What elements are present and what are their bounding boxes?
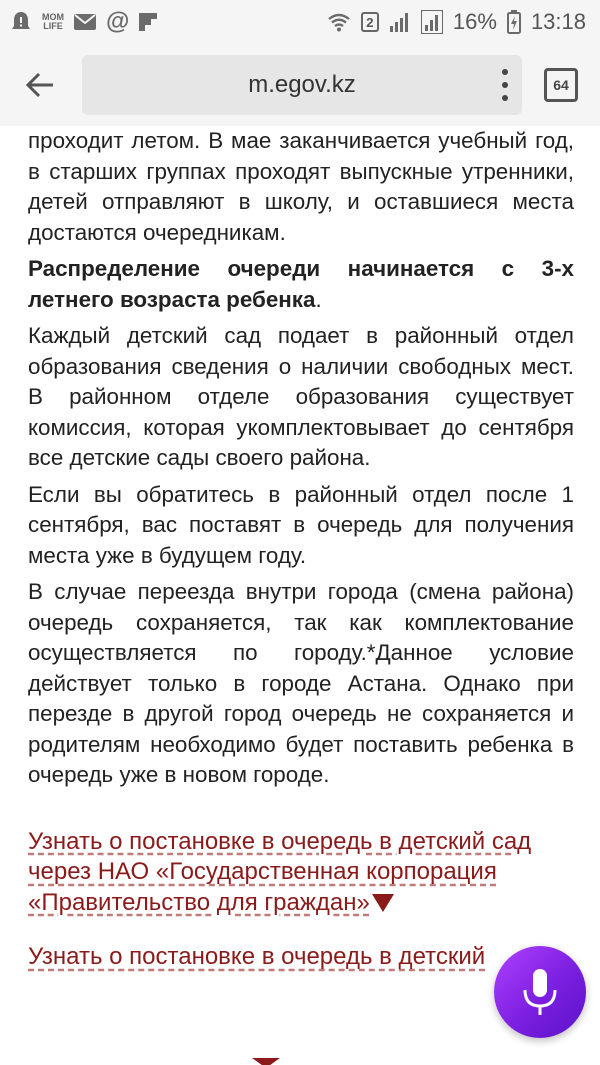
browser-toolbar	[0, 44, 600, 126]
article-content	[28, 126, 574, 976]
bold-tail: .	[315, 286, 322, 312]
paragraph: проходит летом. В мае заканчивается учебный год, в старших группах проходят выпускные утренники, детей отправляют в школу, и оставшиеся места достаются очередникам.	[28, 128, 574, 245]
signal-icon-sim2	[421, 10, 443, 34]
spacer	[28, 797, 574, 827]
alert-icon	[10, 10, 32, 34]
battery-charging-icon	[507, 10, 521, 34]
status-notifications	[10, 8, 157, 36]
clock: 13:18	[530, 9, 586, 34]
voice-search-button[interactable]	[494, 946, 586, 1038]
arrow-left-icon	[25, 72, 55, 98]
triangle-down-icon	[252, 1058, 280, 1065]
link-text[interactable]: Узнать о постановке в очередь в детский сад через НАО «Государственная корпорация «Правительство для граждан»	[28, 827, 532, 916]
expandable-link-1[interactable]	[28, 827, 574, 919]
signal-icon-sim1	[389, 11, 411, 33]
expandable-link-2[interactable]	[28, 942, 574, 976]
paragraph-bold	[28, 254, 574, 315]
paragraph: Каждый детский сад подает в районный отдел образования сведения о наличии свободных мест. В районном отделе образования существует комиссия, которая укомплектовывает до сентября все детские сады своего района.	[28, 323, 574, 470]
back-button[interactable]	[12, 57, 68, 113]
sim-badge: 2	[361, 12, 379, 32]
wifi-icon	[327, 12, 351, 32]
triangle-down-icon	[372, 894, 394, 912]
tabs-count: 64	[553, 77, 569, 93]
at-sign-icon: @	[106, 8, 130, 35]
bold-text: Распределение очереди начинается с 3-х летнего возраста ребенка	[28, 256, 574, 312]
battery-percent: 16%	[452, 9, 497, 34]
address-bar[interactable]	[82, 55, 522, 115]
status-bar	[0, 0, 600, 44]
mail-icon	[74, 14, 96, 30]
more-options-icon[interactable]	[500, 69, 510, 101]
paragraph: Если вы обратитесь в районный отдел после 1 сентября, вас поставят в очередь для получения места уже в будущем году.	[28, 481, 574, 568]
url-text: m.egov.kz	[248, 71, 356, 98]
mom-life-app-icon: MOM LIFE	[42, 12, 64, 31]
microphone-icon	[520, 966, 560, 1018]
link-text[interactable]: Узнать о постановке в очередь в детский	[28, 943, 486, 970]
flipboard-icon	[139, 13, 157, 31]
tabs-button[interactable]	[544, 68, 578, 102]
paragraph: В случае переезда внутри города (смена района) очередь сохраняется, так как комплектование осуществляется по городу.*Данное условие действует только в городе Астана. Однако при перезде в другой город очередь не сохраняется и родителям необходимо будет поставить ребенка в очередь уже в новом городе.	[28, 579, 574, 787]
status-system	[327, 9, 586, 35]
